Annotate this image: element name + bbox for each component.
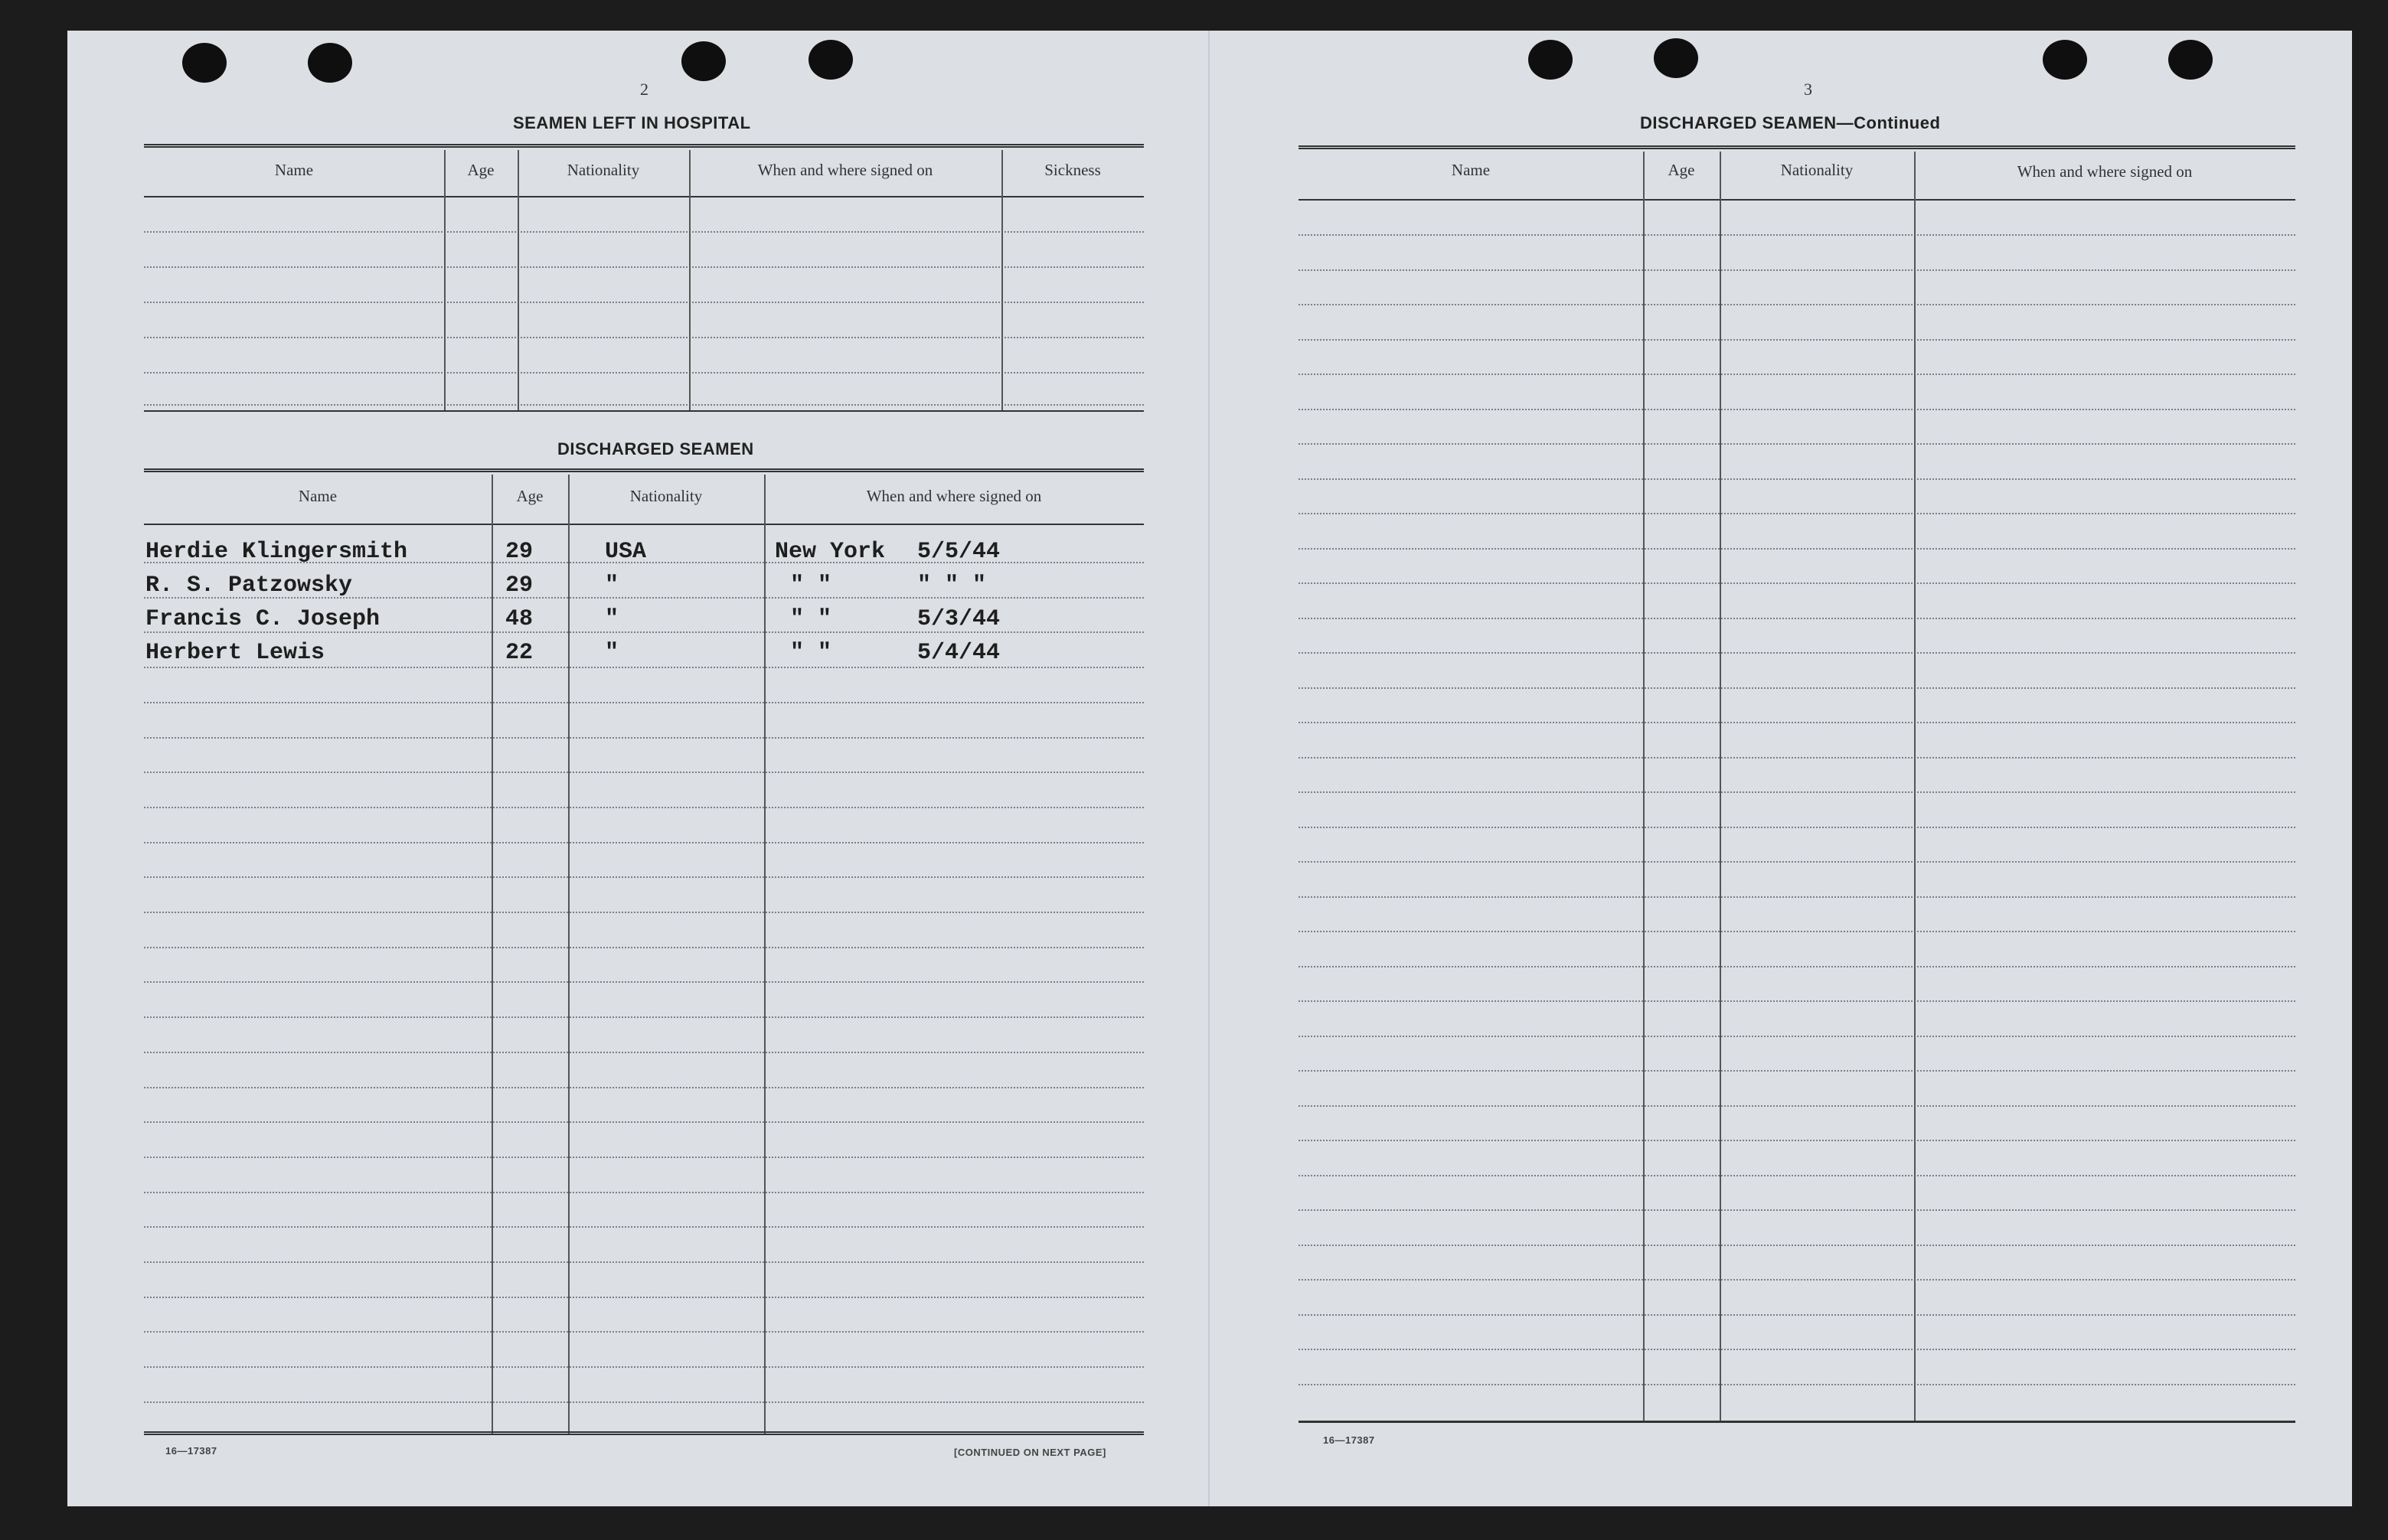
ruled-line <box>1299 513 2295 514</box>
signed-on-place: " " <box>790 573 832 599</box>
ruled-line <box>1299 304 2295 305</box>
ruled-line <box>1299 1105 2295 1107</box>
signed-on-date: 5/5/44 <box>917 539 1001 565</box>
ruled-line <box>144 597 1144 599</box>
signed-on-place: " " <box>790 640 832 666</box>
ruled-line <box>144 807 1144 808</box>
ruled-line <box>1299 827 2295 828</box>
punch-hole <box>809 40 853 80</box>
seaman-age: 22 <box>505 640 534 666</box>
ruled-line <box>1299 234 2295 236</box>
ruled-line <box>1299 1279 2295 1281</box>
ruled-line <box>144 1261 1144 1263</box>
ruled-line <box>1299 1175 2295 1176</box>
ruled-line <box>1299 1070 2295 1072</box>
ruled-line <box>1299 791 2295 793</box>
ruled-line <box>144 772 1144 773</box>
punch-hole <box>1654 38 1698 78</box>
ruled-line <box>144 562 1144 563</box>
signed-on-date: " " " <box>917 573 987 599</box>
ruled-line <box>144 981 1144 983</box>
ruled-line <box>144 1157 1144 1158</box>
punch-hole <box>1528 40 1573 80</box>
column-header-signed-on: When and where signed on <box>866 487 1042 505</box>
ruled-line <box>1299 861 2295 863</box>
ruled-line <box>1299 1349 2295 1350</box>
ruled-line <box>144 1401 1144 1403</box>
ruled-line <box>144 702 1144 703</box>
ruled-line <box>1299 757 2295 759</box>
column-header-signed-on: When and where signed on <box>2017 162 2193 181</box>
ruled-line <box>1299 896 2295 898</box>
page-number: 2 <box>640 80 648 99</box>
ruled-line <box>144 1016 1144 1018</box>
ruled-line <box>144 737 1144 739</box>
seaman-nationality: " <box>605 573 619 599</box>
signed-on-place: New York <box>775 539 886 565</box>
ruled-line <box>1299 1245 2295 1246</box>
seaman-name: Herdie Klingersmith <box>145 539 408 565</box>
ruled-line <box>1299 548 2295 550</box>
ruled-line <box>144 667 1144 668</box>
column-header-name: Name <box>274 161 314 179</box>
column-header-age: Age <box>467 161 495 179</box>
ruled-line <box>144 842 1144 843</box>
punch-hole <box>308 43 352 83</box>
column-header-nationality: Nationality <box>1780 161 1854 179</box>
column-header-name: Name <box>298 487 338 505</box>
signed-on-place: " " <box>790 606 832 632</box>
punch-hole <box>681 41 726 81</box>
seaman-name: Herbert Lewis <box>145 640 325 666</box>
ruled-line <box>144 1192 1144 1193</box>
ruled-line <box>1299 443 2295 445</box>
column-header-nationality: Nationality <box>567 161 640 179</box>
signed-on-date: 5/3/44 <box>917 606 1001 632</box>
continued-section-title: DISCHARGED SEAMEN—Continued <box>1640 113 1941 132</box>
page-number: 3 <box>1804 80 1812 99</box>
document-sheet <box>67 31 2352 1506</box>
ruled-line <box>1299 1140 2295 1141</box>
ruled-line <box>144 1366 1144 1368</box>
ruled-line <box>144 1331 1144 1333</box>
seaman-name: R. S. Patzowsky <box>145 573 353 599</box>
continued-note: [CONTINUED ON NEXT PAGE] <box>954 1447 1106 1458</box>
ruled-line <box>1299 931 2295 932</box>
ruled-line <box>1299 966 2295 967</box>
column-header-age: Age <box>1668 161 1695 179</box>
ruled-line <box>1299 652 2295 654</box>
ruled-line <box>144 876 1144 878</box>
discharged-section-title: DISCHARGED SEAMEN <box>557 439 754 458</box>
ruled-line <box>1299 1036 2295 1037</box>
seaman-age: 48 <box>505 606 534 632</box>
ruled-line <box>144 947 1144 948</box>
seaman-age: 29 <box>505 539 534 565</box>
ruled-line <box>144 1052 1144 1053</box>
ruled-line <box>1299 1384 2295 1385</box>
hospital-section-title: SEAMEN LEFT IN HOSPITAL <box>513 113 751 132</box>
ruled-line <box>1299 269 2295 271</box>
punch-hole <box>2043 40 2087 80</box>
ruled-line <box>1299 374 2295 375</box>
column-header-name: Name <box>1451 161 1491 179</box>
seaman-nationality: USA <box>605 539 647 565</box>
ruled-line <box>1299 618 2295 619</box>
ruled-line <box>1299 1000 2295 1002</box>
ruled-line <box>1299 1209 2295 1211</box>
ruled-line <box>1299 582 2295 584</box>
seaman-nationality: " <box>605 640 619 666</box>
page-fold <box>1208 31 1210 1506</box>
form-number: 16—17387 <box>165 1445 217 1457</box>
ruled-line <box>1299 1314 2295 1316</box>
seaman-age: 29 <box>505 573 534 599</box>
ruled-line <box>1299 687 2295 689</box>
ruled-line <box>144 1121 1144 1123</box>
punch-hole <box>182 43 227 83</box>
ruled-line <box>144 1226 1144 1228</box>
column-header-age: Age <box>516 487 544 505</box>
form-number: 16—17387 <box>1323 1434 1375 1446</box>
ruled-line <box>144 1087 1144 1088</box>
signed-on-date: 5/4/44 <box>917 640 1001 666</box>
punch-hole <box>2168 40 2213 80</box>
ruled-line <box>1299 339 2295 341</box>
column-header-sickness: Sickness <box>1044 161 1101 179</box>
ruled-line <box>144 1297 1144 1298</box>
seaman-nationality: " <box>605 606 619 632</box>
column-header-nationality: Nationality <box>629 487 703 505</box>
ruled-line <box>144 631 1144 633</box>
ruled-line <box>144 912 1144 913</box>
ruled-line <box>1299 409 2295 410</box>
column-header-signed-on: When and where signed on <box>757 161 933 179</box>
seaman-name: Francis C. Joseph <box>145 606 381 632</box>
ruled-line <box>1299 478 2295 480</box>
ruled-line <box>1299 722 2295 723</box>
